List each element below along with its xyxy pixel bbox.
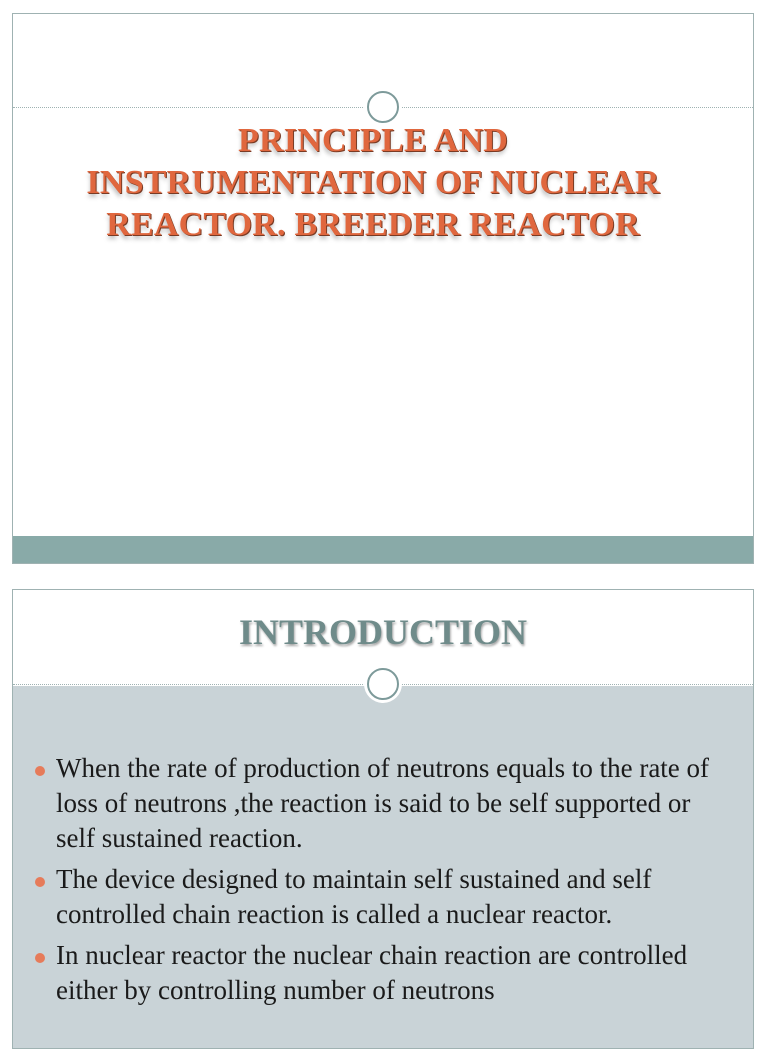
slide-title-line: REACTOR. BREEDER REACTOR xyxy=(106,206,640,243)
slide-title-line: PRINCIPLE AND xyxy=(238,122,508,159)
bullet-dot-icon xyxy=(35,953,45,963)
introduction-slide xyxy=(12,589,754,1049)
title-slide xyxy=(12,13,754,564)
content-panel xyxy=(13,686,753,1048)
bullet-list xyxy=(13,686,753,1008)
footer-bar xyxy=(13,536,753,563)
bullet-text: When the rate of production of neutrons equals to the rate of loss of neutrons ,the reaction is said to be self supported or self sustained reaction. xyxy=(56,753,710,853)
bullet-dot-icon xyxy=(35,877,45,887)
bullet-item xyxy=(13,938,753,1008)
slide-title-line: INSTRUMENTATION OF NUCLEAR xyxy=(86,164,660,201)
bullet-text: In nuclear reactor the nuclear chain reaction are controlled either by controlling number of neutrons xyxy=(56,940,688,1005)
bullet-item xyxy=(13,862,753,932)
bullet-item xyxy=(13,751,753,856)
slide-heading: INTRODUCTION xyxy=(238,612,528,652)
bullet-dot-icon xyxy=(35,766,45,776)
slide-title xyxy=(33,120,713,246)
circle-ornament-icon xyxy=(364,665,402,703)
bullet-text: The device designed to maintain self sustained and self controlled chain reaction is called a nuclear reactor. xyxy=(56,864,652,929)
